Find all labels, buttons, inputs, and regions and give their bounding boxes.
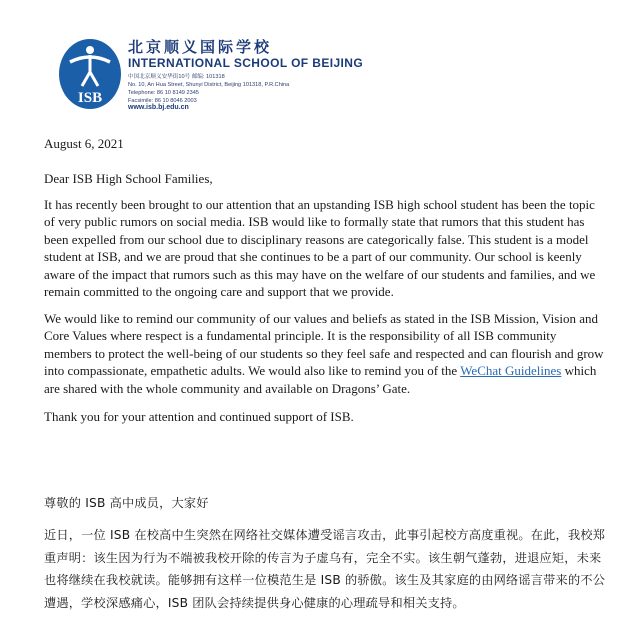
- letter-paragraph-1: It has recently been brought to our attention that an upstanding ISB high school student has been the topic of very public rumors on social media. ISB would like to formally state that rumors that this student has been expelled from our school due to disciplinary reasons are categorically false. This student is a model student at ISB, and we are proud that she continues to be a part of our community. Our school is keenly aware of the impact that rumors such as this may have on the welfare of our students and families, and we remain committed to the ongoing care and support that we provide.: [44, 197, 596, 300]
- address-cn: 中国北京顺义安华街10号 邮编: 101318: [128, 74, 225, 80]
- isb-logo-icon: [58, 38, 122, 110]
- telephone: Telephone: 86 10 8149 2345: [128, 90, 199, 96]
- para2-text-before: We would like to remind our community of our values and beliefs as stated in the ISB Mission, Vision and Core Values where respect is a fundamental principle. It is the responsibility of all ISB community members to protect the well-being of our students so they feel safe and respected and can flourish and grow into compassionate, empathetic adults. We would also like to remind you of the: [44, 311, 604, 379]
- letter-cn-paragraph-1: 近日，一位 ISB 在校高中生突然在网络社交媒体遭受谣言攻击，此事引起校方高度重视。在此，我校郑重声明：该生因为行为不端被我校开除的传言为子虚乌有，完全不实。该生朝气蓬勃，进退应矩，未来也将继续在我校就读。能够拥有这样一位模范生是 ISB 的骄傲。该生及其家庭的由网络谣言带来的不公遭遇，学校深感痛心，ISB 团队会持续提供身心健康的心理疏导和相关支持。: [44, 528, 606, 610]
- letter-closing: Thank you for your attention and continued support of ISB.: [44, 409, 354, 424]
- wechat-guidelines-link[interactable]: WeChat Guidelines: [460, 363, 562, 379]
- letterhead: [58, 34, 458, 114]
- letter-date: August 6, 2021: [44, 136, 124, 151]
- facsimile: Facsimile: 86 10 8046 2003: [128, 98, 197, 104]
- letter-cn-salutation: 尊敬的 ISB 高中成员，大家好: [44, 496, 209, 510]
- website-link[interactable]: www.isb.bj.edu.cn: [128, 104, 189, 111]
- para2-text-after: which are shared with the whole community and available on Dragons’ Gate.: [44, 363, 597, 396]
- address-en: No. 10, An Hua Street, Shunyi District, Beijing 101318, P.R.China: [128, 82, 290, 88]
- letter-paragraph-2: [44, 310, 604, 397]
- isb-logo-text: ISB: [77, 90, 103, 106]
- school-name-cn: 北京顺义国际学校: [128, 38, 273, 56]
- school-name-en: INTERNATIONAL SCHOOL OF BEIJING: [128, 56, 364, 70]
- letter-salutation: Dear ISB High School Families,: [44, 171, 213, 186]
